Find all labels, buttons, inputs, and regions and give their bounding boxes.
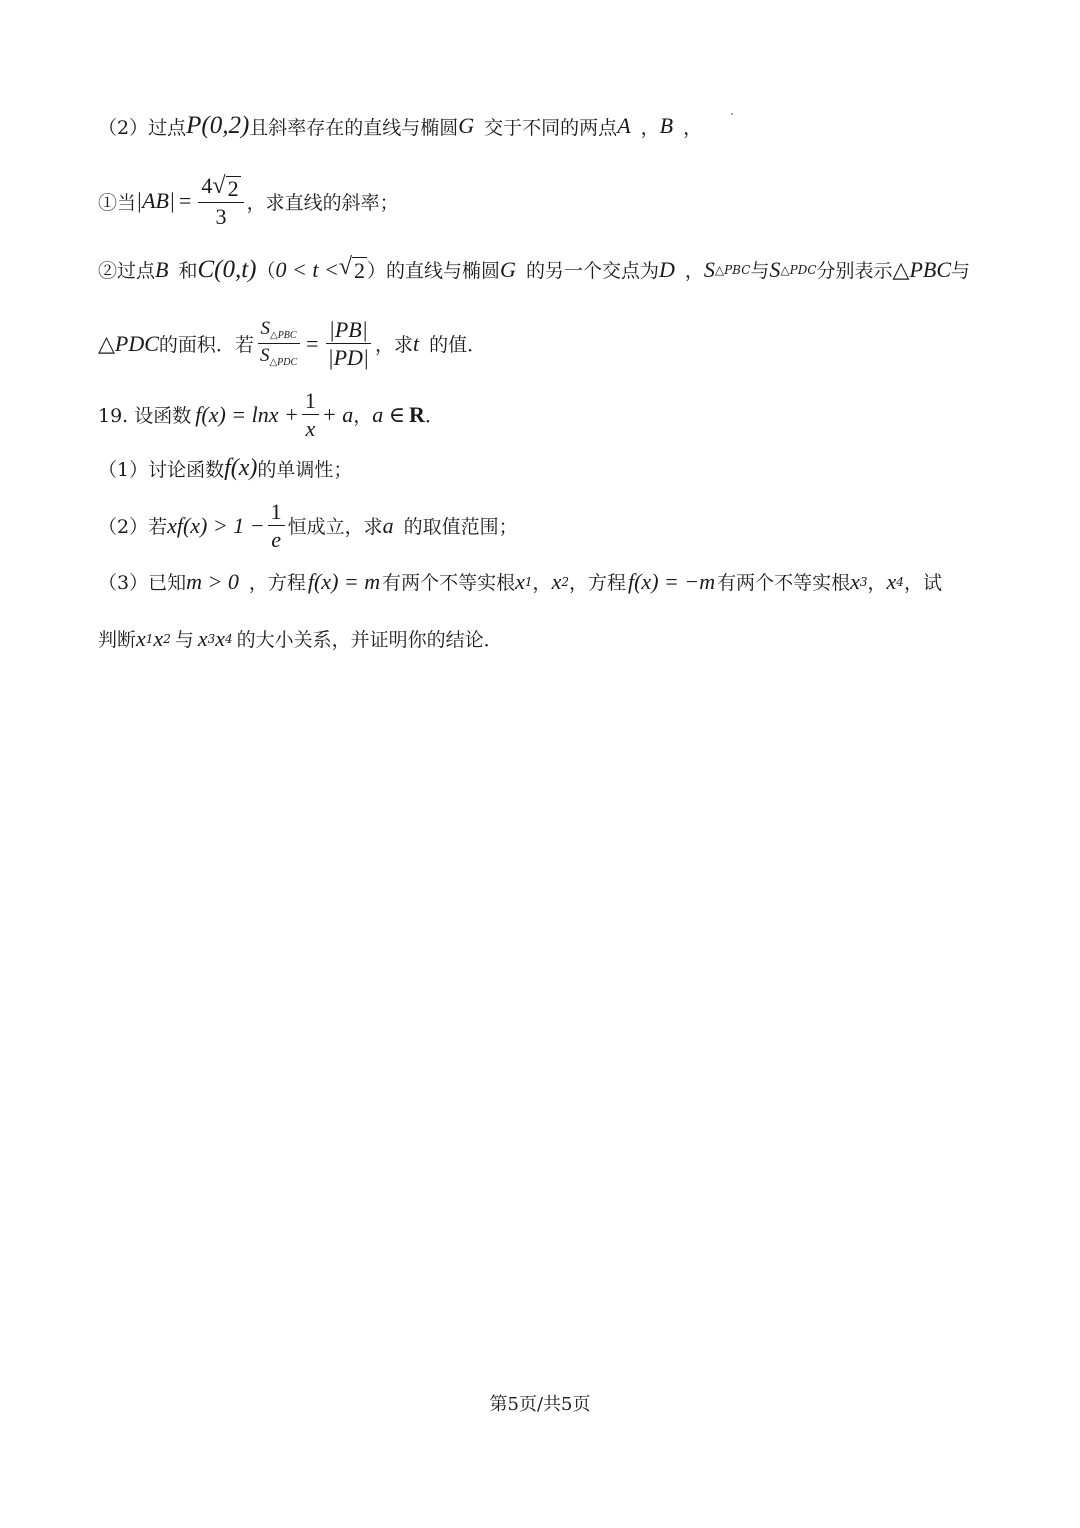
equation-fx-neg-m: f(x) = −m <box>627 568 716 594</box>
separator: ， <box>248 572 268 594</box>
s-den-sub: △PDC <box>269 357 298 369</box>
text-two-roots: 有两个不等实根 <box>382 572 516 594</box>
equation-fx-m: f(x) = m <box>307 568 381 594</box>
m-condition: m > 0 <box>186 568 239 594</box>
separator: ， <box>640 116 660 139</box>
separator: ， <box>683 116 703 139</box>
s-num-sub: △PBC <box>270 329 297 341</box>
equals: = <box>306 330 319 356</box>
t-condition: 0 < t < <box>275 256 339 282</box>
sub1-label: ①当 <box>98 191 137 214</box>
radicand: 2 <box>227 176 239 201</box>
q19-part2-intro: （2）若 <box>98 516 168 539</box>
triangle-pdc: △PDC <box>98 330 159 356</box>
q18-sub2-line2 <box>98 318 1020 369</box>
q19-part2-line <box>98 500 1020 551</box>
area-subscript: △PBC <box>714 262 751 277</box>
q19-line <box>98 389 1020 440</box>
s-num: S <box>260 317 270 339</box>
plus-a: + a <box>321 401 354 427</box>
paren-open: （ <box>256 260 276 282</box>
inequality: xf(x) > 1 − <box>167 512 265 538</box>
length-ratio-fraction <box>325 318 372 369</box>
q18-part2-intro: （2）过点 <box>98 116 187 139</box>
pb-length: |PB| <box>326 318 371 344</box>
sub2-line2-text3: 的值． <box>429 334 487 357</box>
subscript: 3 <box>859 574 868 589</box>
q19-part3-intro: （3）已知 <box>98 572 187 594</box>
separator: ， <box>353 405 373 428</box>
ellipse-g: G <box>458 113 475 138</box>
product-x3: x <box>197 625 208 651</box>
root-x2: x <box>551 568 562 594</box>
a-in-r: a ∈ <box>372 401 406 427</box>
point-b: B <box>659 113 674 138</box>
subscript: 1 <box>145 631 154 646</box>
radicand: 2 <box>354 258 366 283</box>
q18-part2-text: 且斜率存在的直线与椭圆 <box>249 116 459 139</box>
product-x2: x <box>153 625 164 651</box>
text-yu: 与 <box>750 260 770 282</box>
ellipse-g: G <box>500 256 516 282</box>
q18-part2-line <box>98 112 1020 140</box>
page-footer: 第5页/共5页 <box>489 1394 591 1415</box>
triangle-pbc: △PBC <box>892 256 952 282</box>
separator: ， <box>532 572 552 594</box>
real-numbers: R <box>409 401 425 427</box>
area-ratio-fraction <box>257 319 300 369</box>
area-subscript: △PDC <box>780 262 817 277</box>
subscript: 4 <box>896 574 904 589</box>
q18-sub2-line1 <box>98 255 1020 284</box>
root-x4: x <box>886 568 897 594</box>
subscript: 1 <box>524 574 533 589</box>
q19-part3-line1 <box>98 568 1020 595</box>
sub2-text2: 的另一个交点为 <box>525 260 659 282</box>
text-yu: 与 <box>951 260 971 282</box>
q19-label: 19. 设函数 <box>98 405 192 428</box>
sub2-line2-text2: ，求 <box>374 334 413 357</box>
q19-part2-tail: 的取值范围； <box>403 516 518 539</box>
sub2-text3: 分别表示 <box>816 260 893 282</box>
point-p: P(0,2) <box>186 112 250 139</box>
paren-close: ） <box>367 260 387 282</box>
area-s-pdc: S <box>769 256 781 282</box>
sub2-label: ②过点 <box>98 260 156 282</box>
sub2-text: 的直线与椭圆 <box>386 260 501 282</box>
separator: ， <box>684 260 704 282</box>
fraction-1-over-e <box>268 500 285 551</box>
var-a: a <box>382 512 394 538</box>
frac-den: 3 <box>215 204 227 230</box>
text-try: ，试 <box>903 572 942 594</box>
area-s-pbc: S <box>703 256 715 282</box>
frac-num: 1 <box>268 500 285 526</box>
text-and: 和 <box>178 260 198 282</box>
frac-den: x <box>305 416 316 442</box>
frac-den: e <box>271 527 281 553</box>
sqrt: √ 2 <box>212 173 239 201</box>
function-fx: f(x) <box>224 455 258 481</box>
q18-part2-text2: 交于不同的两点 <box>484 116 618 139</box>
fraction-1-over-x <box>302 389 319 440</box>
q19-part3-line2 <box>98 625 1020 652</box>
text-equation2: ，方程 <box>568 572 626 594</box>
text-yu: 与 <box>174 629 194 651</box>
separator: ， <box>867 572 887 594</box>
subscript: 4 <box>225 631 233 646</box>
point-c: C(0,t) <box>197 255 257 283</box>
q19-part1-tail: 的单调性； <box>257 459 353 481</box>
ab-length: |AB| <box>136 188 175 214</box>
q19-part2-mid: 恒成立，求 <box>287 516 383 539</box>
point-a: A <box>617 113 631 138</box>
period: ． <box>424 405 444 428</box>
subscript: 2 <box>163 631 171 646</box>
root-x1: x <box>515 568 525 594</box>
subscript: 3 <box>207 631 216 646</box>
s-den: S <box>259 345 270 367</box>
text-equation: 方程 <box>267 572 306 594</box>
function-def: f(x) = lnx + <box>195 401 299 427</box>
q19-part3-tail: 的大小关系，并证明你的结论． <box>236 629 503 651</box>
frac-num: 1 <box>302 389 319 415</box>
equals: = <box>179 188 192 214</box>
var-t: t <box>413 330 420 356</box>
q18-sub1-line <box>98 174 1020 228</box>
point-b: B <box>155 256 169 282</box>
pd-length: |PD| <box>327 345 369 371</box>
frac-num: 4 <box>201 173 213 198</box>
sub1-tail: ，求直线的斜率； <box>246 191 399 214</box>
sub2-line2-text: 的面积．若 <box>158 334 254 357</box>
subscript: 2 <box>561 574 569 589</box>
q19-part1-intro: （1）讨论函数 <box>98 459 225 481</box>
root-x3: x <box>850 568 860 594</box>
product-x1: x <box>136 625 146 651</box>
text-judge: 判断 <box>98 629 137 651</box>
product-x4: x <box>215 625 226 651</box>
text-two-roots2: 有两个不等实根 <box>717 572 851 594</box>
sqrt: √ 2 <box>338 254 366 283</box>
q19-part1-line <box>98 455 1020 482</box>
fraction-4sqrt2-over-3 <box>198 174 243 228</box>
point-d: D <box>658 256 675 282</box>
